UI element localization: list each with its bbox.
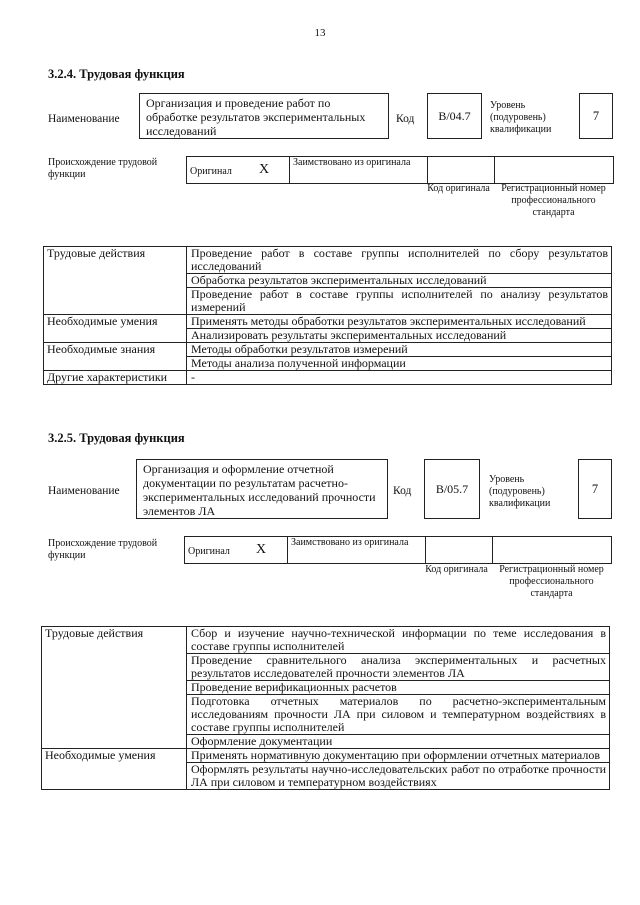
- caption-registration-number: Регистрационный номер профессионального стандарта: [499, 564, 604, 599]
- origin-original-label: Оригинал: [188, 546, 230, 557]
- origin-label: Происхождение трудовой функции: [48, 157, 158, 180]
- page-number: 13: [314, 27, 326, 39]
- row-label-skills: Необходимые умения: [42, 749, 187, 790]
- table-cell: Подготовка отчетных материалов по расчетно-экспериментальным исследованиям прочности ЛА при силовом и температурном воздействиях в составе группы исполнителей: [187, 695, 610, 735]
- work-function-table: [43, 246, 612, 385]
- origin-check-mark: X: [259, 162, 270, 177]
- table-cell: Обработка результатов экспериментальных исследований: [187, 274, 612, 288]
- table-row: [44, 343, 612, 357]
- original-code-cell: [426, 537, 493, 564]
- original-code-cell: [428, 157, 495, 184]
- row-label-skills: Необходимые умения: [44, 315, 187, 343]
- level-label: Уровень (подуровень) квалификации: [490, 100, 552, 135]
- table-cell: Методы обработки результатов измерений: [187, 343, 612, 357]
- row-label-other: Другие характеристики: [44, 371, 187, 385]
- origin-label: Происхождение трудовой функции: [48, 538, 158, 561]
- table-cell: Проведение верификационных расчетов: [187, 681, 610, 695]
- table-cell: Сбор и изучение научно-технической информации по теме исследования в составе группы исполнителей: [187, 627, 610, 654]
- origin-original-label: Оригинал: [190, 166, 232, 177]
- caption-registration-number: Регистрационный номер профессионального стандарта: [501, 183, 606, 218]
- table-row: [44, 315, 612, 329]
- table-row: [42, 749, 610, 763]
- table-row: [42, 627, 610, 654]
- name-value: Организация и проведение работ по обработке результатов экспериментальных исследований: [139, 93, 389, 139]
- origin-borrowed-cell: Заимствовано из оригинала: [288, 537, 426, 564]
- level-value: 7: [578, 459, 612, 519]
- name-label: Наименование: [48, 485, 120, 497]
- registration-number-cell: [495, 157, 614, 184]
- table-cell: Анализировать результаты экспериментальных исследований: [187, 329, 612, 343]
- caption-original-code: Код оригинала: [427, 183, 490, 194]
- table-cell: Проведение работ в составе группы исполнителей по анализу результатов измерений: [187, 288, 612, 315]
- table-row: [44, 247, 612, 274]
- origin-original-cell: [187, 157, 290, 184]
- table-cell: -: [187, 371, 612, 385]
- table-row: [44, 371, 612, 385]
- code-value: В/04.7: [427, 93, 482, 139]
- caption-original-code: Код оригинала: [425, 564, 488, 575]
- section-title: 3.2.4. Трудовая функция: [48, 67, 185, 81]
- table-cell: Оформлять результаты научно-исследовательских работ по отработке прочности ЛА при силовом и температурном воздействиях: [187, 763, 610, 790]
- row-label-knowledge: Необходимые знания: [44, 343, 187, 371]
- table-cell: Проведение сравнительного анализа экспериментальных и расчетных результатов исследователей прочности элементов ЛА: [187, 654, 610, 681]
- table-cell: Проведение работ в составе группы исполнителей по сбору результатов исследований: [187, 247, 612, 274]
- table-cell: Применять методы обработки результатов экспериментальных исследований: [187, 315, 612, 329]
- level-value: 7: [579, 93, 613, 139]
- name-label: Наименование: [48, 113, 120, 125]
- table-cell: Оформление документации: [187, 735, 610, 749]
- table-cell: Применять нормативную документацию при оформлении отчетных материалов: [187, 749, 610, 763]
- origin-original-cell: [185, 537, 288, 564]
- row-label-actions: Трудовые действия: [44, 247, 187, 315]
- origin-table: [184, 536, 612, 564]
- table-cell: Методы анализа полученной информации: [187, 357, 612, 371]
- registration-number-cell: [493, 537, 612, 564]
- code-label: Код: [393, 485, 412, 497]
- code-label: Код: [396, 113, 415, 125]
- name-value: Организация и оформление отчетной документации по результатам расчетно-экспериментальных исследований прочности элементов ЛА: [136, 459, 388, 519]
- section-title: 3.2.5. Трудовая функция: [48, 431, 185, 445]
- level-label: Уровень (подуровень) квалификации: [489, 474, 551, 509]
- code-value: В/05.7: [424, 459, 480, 519]
- work-function-table: [41, 626, 610, 790]
- origin-table: [186, 156, 614, 184]
- row-label-actions: Трудовые действия: [42, 627, 187, 749]
- origin-check-mark: X: [256, 542, 267, 557]
- origin-borrowed-cell: Заимствовано из оригинала: [290, 157, 428, 184]
